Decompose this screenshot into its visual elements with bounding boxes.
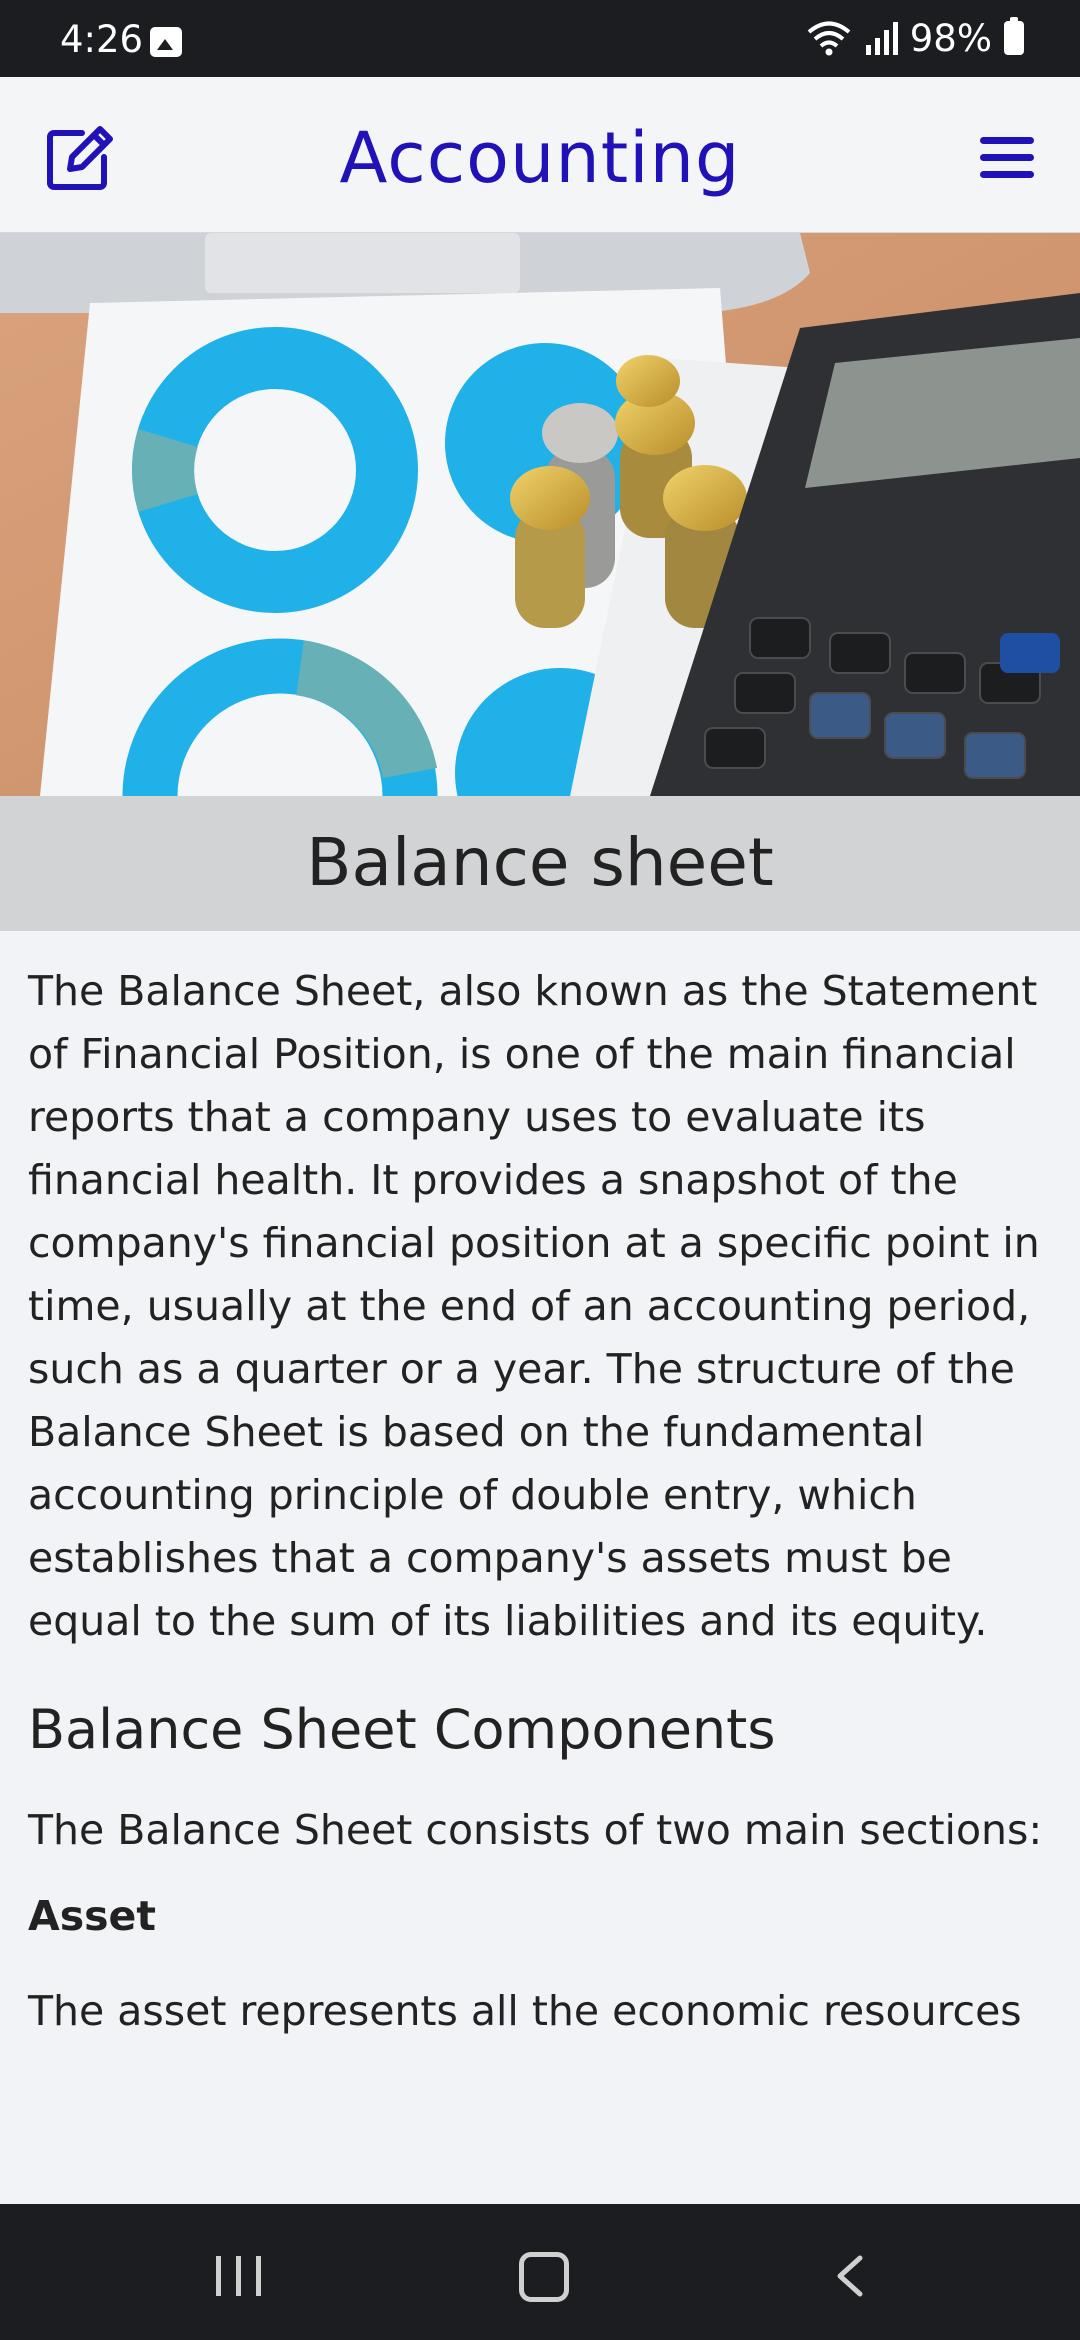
wifi-icon	[806, 19, 852, 57]
app-header	[0, 77, 1080, 234]
components-heading: Balance Sheet Components	[28, 1698, 776, 1761]
components-paragraph: The Balance Sheet consists of two main sections:	[28, 1806, 1043, 1854]
app-title: Accounting	[339, 117, 741, 199]
asset-heading: Asset	[28, 1892, 156, 1940]
system-nav-bar	[0, 2204, 1080, 2340]
signal-icon	[864, 21, 898, 55]
intro-paragraph: The Balance Sheet, also known as the Statement of Financial Position, is one of the main financial reports that a company uses to evaluate its financial health. It provides a snapshot of the company's financial position at a specific point in time, usually at the end of an accounting period, such as a quarter or a year. The structure of the Balance Sheet is based on the fundamental accounting principle of double entry, which establishes that a company's assets must be equal to the sum of its liabilities and its equity.	[28, 967, 1040, 1645]
article-content	[28, 960, 1058, 2043]
gallery-notification-icon	[150, 27, 182, 57]
hamburger-menu-icon[interactable]	[978, 135, 1036, 181]
status-time: 4:26	[60, 18, 144, 61]
hero-image	[0, 233, 1080, 796]
status-bar	[0, 0, 1080, 77]
back-icon[interactable]	[830, 2254, 870, 2298]
battery-icon	[1004, 21, 1024, 55]
hero-illustration	[0, 233, 1080, 796]
section-title: Balance sheet	[306, 824, 774, 901]
battery-percent: 98%	[909, 16, 992, 60]
status-right	[806, 16, 1024, 60]
asset-paragraph: The asset represents all the economic resources	[28, 1987, 1022, 2035]
recent-apps-icon[interactable]	[216, 2256, 262, 2296]
section-header	[0, 796, 1080, 931]
home-icon[interactable]	[519, 2252, 569, 2302]
